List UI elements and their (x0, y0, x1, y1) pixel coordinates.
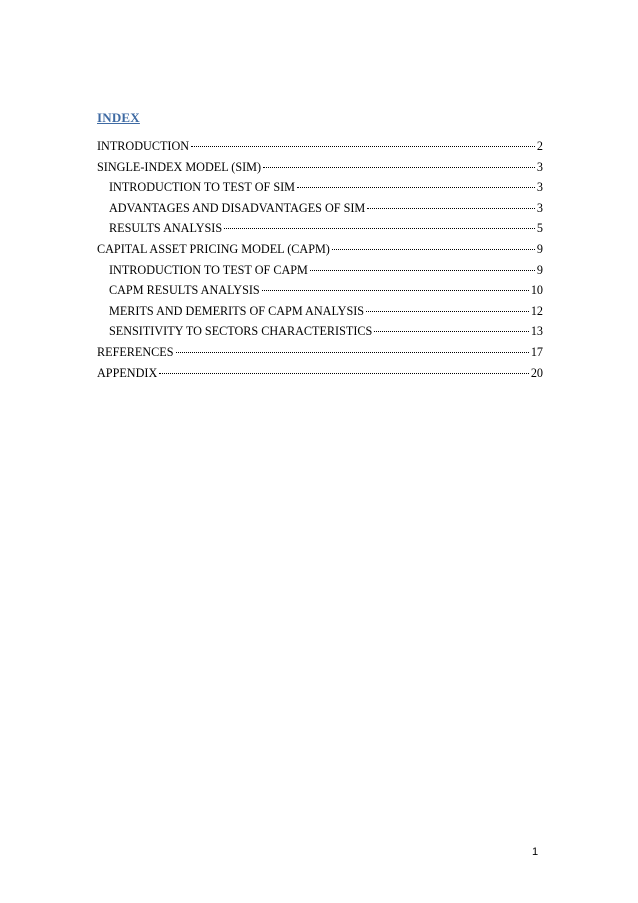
toc-entry-title: APPENDIX (97, 365, 158, 380)
toc-entry-merits-demerits-capm[interactable] (97, 301, 543, 322)
toc-entry-introduction-to-test-of-sim[interactable] (97, 177, 543, 198)
toc-entry-page: 13 (530, 324, 543, 339)
toc-dot-leader (297, 187, 535, 188)
toc-entry-title: ADVANTAGES AND DISADVANTAGES OF SIM (109, 200, 366, 215)
toc-entry-page: 10 (530, 283, 543, 298)
toc-entry-page: 20 (530, 365, 543, 380)
toc-heading: INDEX (97, 110, 140, 125)
toc-entry-introduction[interactable] (97, 136, 543, 157)
toc-entry-advantages-disadvantages-sim[interactable] (97, 198, 543, 219)
toc-entry-page: 12 (530, 303, 543, 318)
toc-entry-title: INTRODUCTION (97, 139, 190, 153)
toc-entry-title: RESULTS ANALYSIS (109, 221, 223, 236)
toc-dot-leader (262, 290, 529, 291)
table-of-contents (97, 136, 543, 383)
toc-entry-page: 9 (536, 241, 543, 256)
toc-entry-appendix[interactable] (97, 363, 543, 384)
toc-entry-page: 9 (536, 262, 543, 277)
toc-entry-sensitivity-to-sectors[interactable] (97, 321, 543, 342)
toc-dot-leader (366, 311, 529, 312)
toc-entry-page: 3 (536, 159, 543, 174)
toc-entry-page: 5 (536, 221, 543, 236)
toc-entry-title: CAPITAL ASSET PRICING MODEL (CAPM) (97, 241, 330, 256)
toc-entry-capm-results-analysis[interactable] (97, 280, 543, 301)
toc-entry-title: INTRODUCTION TO TEST OF CAPM (109, 262, 308, 277)
toc-entry-single-index-model[interactable] (97, 157, 543, 178)
toc-entry-page: 17 (530, 344, 543, 359)
toc-entry-page: 3 (536, 180, 543, 195)
toc-entry-page: 2 (536, 139, 543, 153)
toc-entry-results-analysis[interactable] (97, 218, 543, 239)
toc-entry-page: 3 (536, 200, 543, 215)
toc-dot-leader (191, 146, 535, 147)
toc-dot-leader (263, 167, 535, 168)
toc-dot-leader (224, 228, 535, 229)
toc-dot-leader (176, 352, 529, 353)
toc-entry-title: SINGLE-INDEX MODEL (SIM) (97, 159, 262, 174)
toc-entry-references[interactable] (97, 342, 543, 363)
toc-dot-leader (310, 270, 535, 271)
toc-entry-title: REFERENCES (97, 344, 174, 359)
page-number: 1 (532, 846, 539, 858)
toc-dot-leader (367, 208, 535, 209)
toc-entry-title: INTRODUCTION TO TEST OF SIM (109, 180, 295, 195)
toc-entry-title: CAPM RESULTS ANALYSIS (109, 283, 260, 298)
toc-entry-title: MERITS AND DEMERITS OF CAPM ANALYSIS (109, 303, 365, 318)
toc-entry-introduction-to-test-of-capm[interactable] (97, 260, 543, 281)
toc-dot-leader (159, 373, 529, 374)
toc-dot-leader (374, 331, 529, 332)
toc-entry-capm[interactable] (97, 239, 543, 260)
toc-dot-leader (332, 249, 535, 250)
toc-entry-title: SENSITIVITY TO SECTORS CHARACTERISTICS (109, 324, 373, 339)
